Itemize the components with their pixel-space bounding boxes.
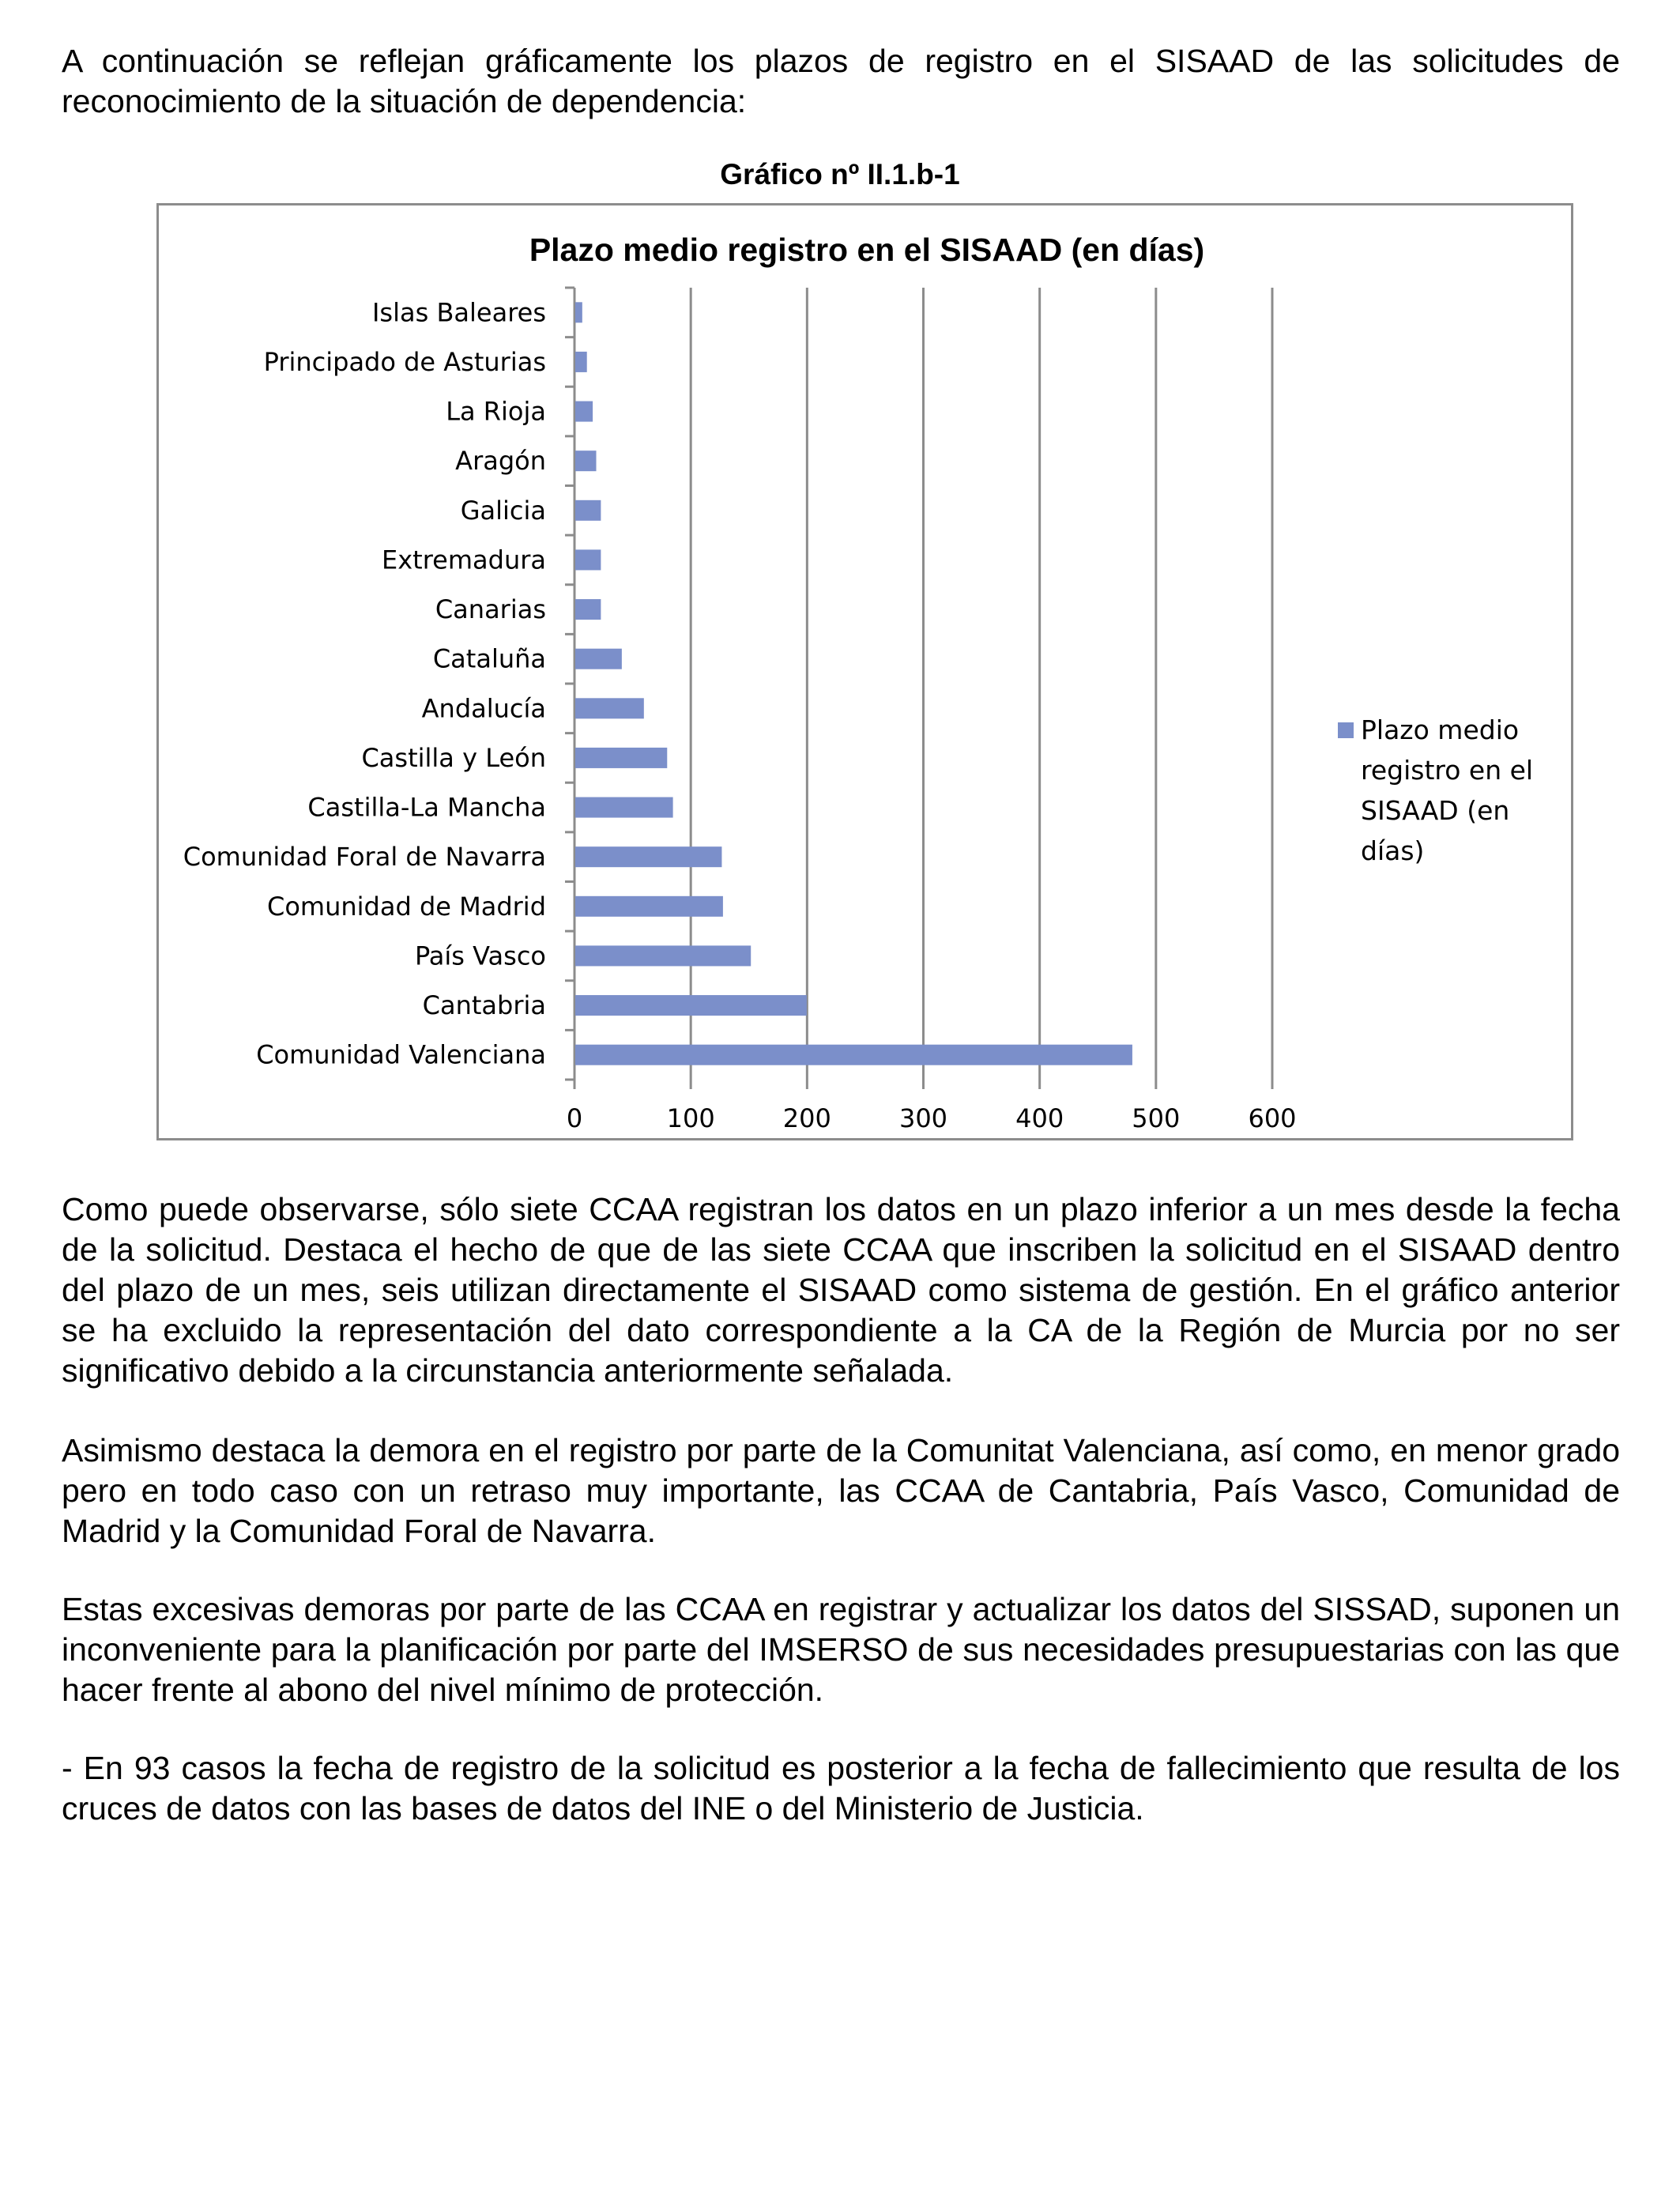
category-label: Comunidad de Madrid xyxy=(266,891,546,922)
x-tick-label: 400 xyxy=(1015,1103,1064,1133)
bar xyxy=(575,896,723,917)
bar xyxy=(575,401,593,422)
bar-chart xyxy=(159,205,1571,1138)
bar xyxy=(575,698,644,718)
x-tick-label: 100 xyxy=(666,1103,715,1133)
category-label: Castilla y León xyxy=(361,742,546,773)
chart-caption: Gráfico nº II.1.b-1 xyxy=(720,158,960,190)
category-label: Canarias xyxy=(435,594,546,625)
legend-swatch xyxy=(1338,722,1354,738)
bar xyxy=(575,500,601,521)
category-label: Cantabria xyxy=(422,990,546,1021)
category-label: Andalucía xyxy=(421,693,546,724)
bar xyxy=(575,352,587,372)
category-label: Castilla-La Mancha xyxy=(307,792,546,823)
category-label: Principado de Asturias xyxy=(263,346,546,377)
bar xyxy=(575,945,751,966)
bar xyxy=(575,995,807,1016)
bar xyxy=(575,846,721,867)
legend-label: Plazo medio xyxy=(1361,714,1520,745)
category-label: La Rioja xyxy=(446,396,546,427)
intro-paragraph: A continuación se reflejan gráficamente los plazos de registro en el SISAAD de las solicitudes de reconocimiento de la situación de dependencia: xyxy=(62,43,1620,119)
category-label: Comunidad Valenciana xyxy=(256,1039,546,1070)
category-label: País Vasco xyxy=(414,941,546,971)
x-tick-label: 600 xyxy=(1248,1103,1297,1133)
legend-label: registro en el xyxy=(1361,755,1534,786)
bar xyxy=(575,1045,1132,1065)
x-tick-label: 500 xyxy=(1132,1103,1181,1133)
category-label: Islas Baleares xyxy=(371,297,546,328)
cases-paragraph: - En 93 casos la fecha de registro de la solicitud es posterior a la fecha de fallecimiento que resulta de los cruces de datos con las bases de datos del INE o del Ministerio de Justicia. xyxy=(62,1750,1620,1826)
impact-paragraph: Estas excesivas demoras por parte de las CCAA en registrar y actualizar los datos del SISSAD, suponen un inconveniente para la planificación por parte del IMSERSO de sus necesidades presupuestarias con las que hacer frente al abono del nivel mínimo de protección. xyxy=(62,1591,1620,1708)
x-tick-label: 300 xyxy=(898,1103,948,1133)
bar xyxy=(575,599,601,620)
bar xyxy=(575,549,601,570)
legend-label: SISAAD (en xyxy=(1361,795,1510,826)
legend-label: días) xyxy=(1361,835,1425,866)
category-label: Aragón xyxy=(455,446,546,477)
bar xyxy=(575,748,667,768)
x-tick-label: 200 xyxy=(782,1103,831,1133)
bar xyxy=(575,302,582,322)
category-label: Galicia xyxy=(460,495,546,526)
chart-frame xyxy=(156,203,1573,1140)
chart-title: Plazo medio registro en el SISAAD (en días) xyxy=(529,232,1205,268)
bar xyxy=(575,649,622,669)
bar xyxy=(575,797,673,818)
x-tick-label: 0 xyxy=(566,1103,583,1133)
category-label: Comunidad Foral de Navarra xyxy=(183,842,546,873)
category-label: Cataluña xyxy=(432,643,546,674)
category-label: Extremadura xyxy=(382,545,546,575)
delay-paragraph: Asimismo destaca la demora en el registro por parte de la Comunitat Valenciana, así como, en menor grado pero en todo caso con un retraso muy importante, las CCAA de Cantabria, País Vasco, Comunidad de Madrid y la Comunidad Foral de Navarra. xyxy=(62,1432,1620,1549)
observation-paragraph: Como puede observarse, sólo siete CCAA registran los datos en un plazo inferior a un mes desde la fecha de la solicitud. Destaca el hecho de que de las siete CCAA que inscriben la solicitud en el SISAAD dentro del plazo de un mes, seis utilizan directamente el SISAAD como sistema de gestión. En el gráfico anterior se ha excluido la representación del dato correspondiente a la CA de la Región de Murcia por no ser significativo debido a la circunstancia anteriormente señalada. xyxy=(62,1191,1620,1389)
bar xyxy=(575,450,596,471)
